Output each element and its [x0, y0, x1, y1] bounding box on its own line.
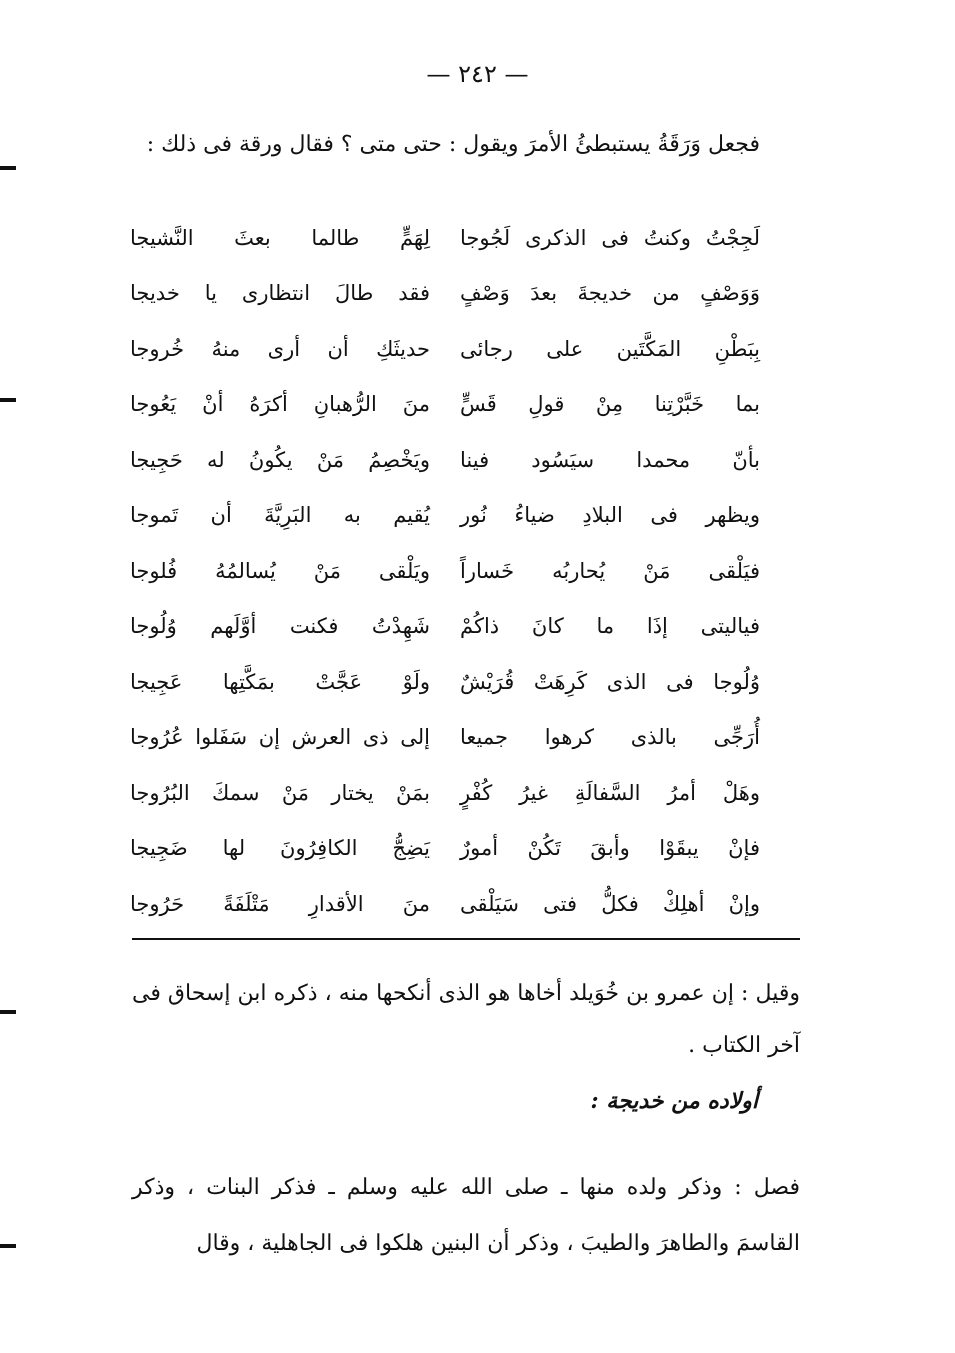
verse-first-hemistich: أُرَجِّى بالذى كرهوا جميعا — [460, 725, 760, 750]
verse-first-hemistich: فيَلْقى مَنْ يُحاربُه خَساراً — [460, 558, 760, 583]
verse-line — [130, 765, 760, 821]
verse-first-hemistich: وُلُوجا فى الذى كَرِهَتْ قُرَيْشٌ — [460, 669, 760, 694]
footnote-text: وقيل : إن عمرو بن خُوَيلد أخاها هو الذى أنكحها منه ، ذكره ابن إسحاق فى آخر الكتاب . — [132, 981, 800, 1058]
verse-first-hemistich: وَوَصْفٍ من خديجةَ بعدَ وَصْفٍ — [460, 281, 760, 306]
intro-line: فجعل وَرَقَةُ يستبطئُ الأمرَ ويقول : حتى متى ؟ فقال ورقة فى ذلك : — [146, 132, 760, 157]
footnote-divider — [132, 938, 800, 940]
verse-first-hemistich: فياليتى إذَا ما كانَ ذاكُمْ — [460, 614, 760, 639]
verse-second-hemistich: لِهَمٍّ طالما بعثَ النَّشيجا — [130, 225, 430, 250]
verse-first-hemistich: بِبَطْنِ المَكَّتَين على رجائى — [460, 336, 760, 361]
verse-line — [130, 321, 760, 377]
section-heading: أولاده من خديجة : — [590, 1088, 758, 1114]
verse-line — [130, 488, 760, 544]
verse-second-hemistich: منَ الأقدارِ مَتْلَفَةً حَرُوجا — [130, 891, 430, 916]
verse-second-hemistich: ويَلْقى مَنْ يُسالمُهُ فُلوجا — [130, 558, 430, 583]
verse-line — [130, 599, 760, 655]
verse-line — [130, 432, 760, 488]
margin-mark — [0, 1010, 16, 1014]
body-paragraph: فصل : وذكر ولده منها ـ صلى الله عليه وسلم ـ فذكر البنات ، وذكر القاسمَ والطاهرَ والطيبَ ، وذكر أن البنين هلكوا فى الجاهلية ، وقال — [132, 1175, 800, 1256]
verse-second-hemistich: إلى ذى العرش إن سَفَلوا عُرُوجا — [130, 725, 430, 750]
verse-second-hemistich: يَضِجُّ الكافِرُونَ لها ضَجِيجا — [130, 836, 430, 861]
verse-first-hemistich: وإنْ أهلِكْ فكلُّ فتى سَيَلْقى — [460, 891, 760, 916]
verse-first-hemistich: لَجِجْتُ وكنتُ فى الذكرى لَجُوجا — [460, 225, 760, 250]
verse-second-hemistich: منَ الرُّهبانِ أكرَهُ أنْ يَعُوجا — [130, 392, 430, 417]
verse-line — [130, 710, 760, 766]
verse-first-hemistich: ويظهر فى البلادِ ضياءُ نُور — [460, 503, 760, 528]
verse-first-hemistich: وهَلْ أمرُ السَّفالَةِ غيرُ كُفْرٍ — [460, 780, 760, 805]
verse-second-hemistich: ولَوْ عَجَّتْ بمَكَّتِها عَجِيجا — [130, 669, 430, 694]
verse-line — [130, 210, 760, 266]
verse-line — [130, 543, 760, 599]
verse-line — [130, 266, 760, 322]
margin-mark — [0, 398, 16, 402]
verse-second-hemistich: شَهِدْتُ فكنت أوَّلَهم وُلُوجا — [130, 614, 430, 639]
verse-first-hemistich: فإنْ يبقَوْا وأبقَ تَكُنْ أمورٌ — [460, 836, 760, 861]
verse-second-hemistich: يُقيم به البَرِيَّةَ أن تَموجا — [130, 503, 430, 528]
verse-line — [130, 654, 760, 710]
verse-line — [130, 876, 760, 932]
verse-first-hemistich: بما خَبَّرْتِنا مِنْ قولِ قَسٍّ — [460, 392, 760, 417]
margin-mark — [0, 166, 16, 170]
verse-second-hemistich: فقد طالَ انتظارى يا خديجا — [130, 281, 430, 306]
margin-mark — [0, 1244, 16, 1248]
page-number: — ٢٤٢ — — [426, 60, 529, 88]
verse-first-hemistich: بأنّ محمدا سيَسُود فينا — [460, 447, 760, 472]
verse-second-hemistich: بمَنْ يختار مَنْ سمكَ البُرُوجا — [130, 780, 430, 805]
poem — [130, 210, 760, 932]
verse-line — [130, 821, 760, 877]
verse-line — [130, 377, 760, 433]
verse-second-hemistich: ويَخْصِمُ مَنْ يكُونُ له حَجِيجا — [130, 447, 430, 472]
verse-second-hemistich: حديثَكِ أن أرى منهُ خُروجا — [130, 336, 430, 361]
